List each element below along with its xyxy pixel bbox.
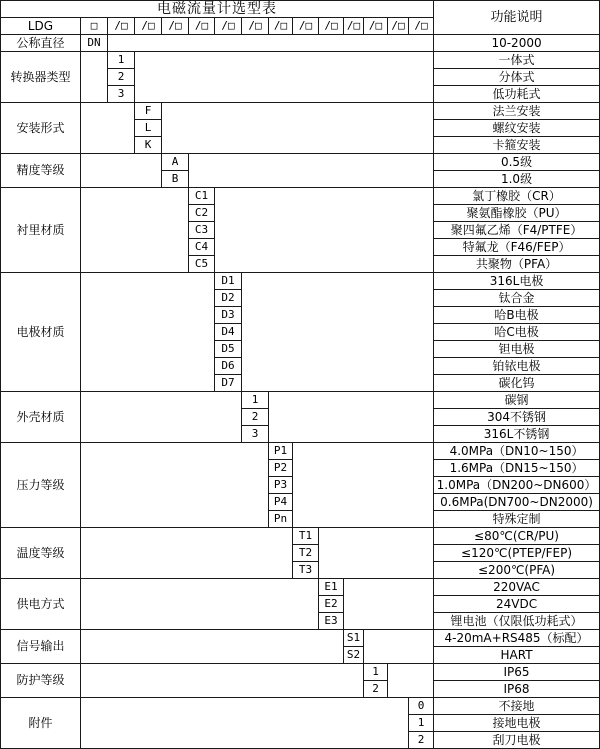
code-cell: P2 <box>269 460 293 477</box>
code-cell: F <box>135 103 162 120</box>
desc-cell: 分体式 <box>434 69 600 86</box>
model-slot: /□ <box>409 18 434 35</box>
spacer-cell <box>388 664 434 698</box>
spacer-cell <box>108 35 434 52</box>
code-cell: 2 <box>108 69 135 86</box>
category-label-signal-output: 信号输出 <box>1 630 81 664</box>
desc-cell: HART <box>434 647 600 664</box>
category-label-protection: 防护等级 <box>1 664 81 698</box>
code-cell: T3 <box>293 562 319 579</box>
desc-cell: 不接地 <box>434 698 600 715</box>
spacer-cell <box>319 528 434 579</box>
desc-cell: 钛合金 <box>434 290 600 307</box>
desc-cell: ≤200℃(PFA) <box>434 562 600 579</box>
desc-cell: 一体式 <box>434 52 600 69</box>
model-slot: /□ <box>388 18 409 35</box>
code-cell: 3 <box>108 86 135 103</box>
category-label-housing: 外壳材质 <box>1 392 81 443</box>
category-label-temperature: 温度等级 <box>1 528 81 579</box>
spacer-cell <box>81 392 242 443</box>
code-cell: 2 <box>242 409 269 426</box>
desc-cell: 24VDC <box>434 596 600 613</box>
code-cell: P1 <box>269 443 293 460</box>
code-cell: P3 <box>269 477 293 494</box>
model-slot: /□ <box>189 18 215 35</box>
code-cell: 1 <box>242 392 269 409</box>
code-cell: DN <box>81 35 108 52</box>
model-slot: /□ <box>242 18 269 35</box>
model-slot: /□ <box>319 18 344 35</box>
desc-cell: ≤80℃(CR/PU) <box>434 528 600 545</box>
spacer-cell <box>162 103 434 154</box>
code-cell: K <box>135 137 162 154</box>
desc-cell: 特殊定制 <box>434 511 600 528</box>
code-cell: 1 <box>108 52 135 69</box>
spacer-cell <box>242 273 434 392</box>
code-cell: D4 <box>215 324 242 341</box>
code-cell: D7 <box>215 375 242 392</box>
code-cell: C3 <box>189 222 215 239</box>
code-cell: C4 <box>189 239 215 256</box>
code-cell: D1 <box>215 273 242 290</box>
code-cell: 1 <box>409 715 434 732</box>
spacer-cell <box>364 630 434 664</box>
table-title: 电磁流量计选型表 <box>1 1 434 18</box>
code-cell: D5 <box>215 341 242 358</box>
spacer-cell <box>81 52 108 103</box>
code-cell: D2 <box>215 290 242 307</box>
desc-cell: 低功耗式 <box>434 86 600 103</box>
desc-cell: 碳钢 <box>434 392 600 409</box>
desc-cell: 316L不锈钢 <box>434 426 600 443</box>
model-slot: /□ <box>344 18 364 35</box>
model-slot: /□ <box>269 18 293 35</box>
model-slot: /□ <box>215 18 242 35</box>
category-label-accessories: 附件 <box>1 698 81 749</box>
desc-cell: 接地电极 <box>434 715 600 732</box>
spacer-cell <box>81 443 269 528</box>
code-cell: 2 <box>409 732 434 749</box>
desc-cell: 0.6MPa(DN700~DN2000) <box>434 494 600 511</box>
code-cell: D3 <box>215 307 242 324</box>
desc-cell: 4.0MPa（DN10~150） <box>434 443 600 460</box>
model-box: □ <box>81 18 108 35</box>
category-label-liner: 衬里材质 <box>1 188 81 273</box>
code-cell: 1 <box>364 664 388 681</box>
category-label-electrode: 电极材质 <box>1 273 81 392</box>
desc-cell: 铂铱电极 <box>434 358 600 375</box>
desc-cell: IP68 <box>434 681 600 698</box>
code-cell: E3 <box>319 613 344 630</box>
desc-cell: 1.6MPa（DN15~150） <box>434 460 600 477</box>
model-slot: /□ <box>135 18 162 35</box>
code-cell: C5 <box>189 256 215 273</box>
spacer-cell <box>215 188 434 273</box>
code-cell: 0 <box>409 698 434 715</box>
desc-cell: 哈C电极 <box>434 324 600 341</box>
code-cell: E1 <box>319 579 344 596</box>
desc-cell: 4-20mA+RS485（标配） <box>434 630 600 647</box>
desc-cell: 聚四氟乙烯（F4/PTFE） <box>434 222 600 239</box>
desc-cell: 0.5级 <box>434 154 600 171</box>
code-cell: Pn <box>269 511 293 528</box>
category-label-diameter: 公称直径 <box>1 35 81 52</box>
desc-cell: 锂电池（仅限低功耗式） <box>434 613 600 630</box>
model-slot: /□ <box>108 18 135 35</box>
spacer-cell <box>81 579 319 630</box>
desc-cell: 220VAC <box>434 579 600 596</box>
desc-cell: 哈B电极 <box>434 307 600 324</box>
category-label-mounting: 安装形式 <box>1 103 81 154</box>
code-cell: T1 <box>293 528 319 545</box>
code-cell: 2 <box>364 681 388 698</box>
spacer-cell <box>269 392 434 443</box>
desc-cell: 法兰安装 <box>434 103 600 120</box>
desc-cell: 1.0级 <box>434 171 600 188</box>
code-cell: S1 <box>344 630 364 647</box>
spacer-cell <box>81 630 344 664</box>
code-cell: B <box>162 171 189 188</box>
desc-cell: 10-2000 <box>434 35 600 52</box>
desc-cell: 碳化钨 <box>434 375 600 392</box>
desc-cell: 304不锈钢 <box>434 409 600 426</box>
spacer-cell <box>189 154 434 188</box>
spacer-cell <box>293 443 434 528</box>
desc-cell: 1.0MPa（DN200~DN600） <box>434 477 600 494</box>
code-cell: L <box>135 120 162 137</box>
desc-cell: 氯丁橡胶（CR） <box>434 188 600 205</box>
category-label-converter-type: 转换器类型 <box>1 52 81 103</box>
spacer-cell <box>81 154 162 188</box>
spacer-cell <box>81 698 409 749</box>
spacer-cell <box>81 664 364 698</box>
spacer-cell <box>135 52 434 103</box>
desc-cell: 聚氨酯橡胶（PU） <box>434 205 600 222</box>
function-desc-header: 功能说明 <box>434 1 600 35</box>
code-cell: C1 <box>189 188 215 205</box>
desc-cell: 卡箍安装 <box>434 137 600 154</box>
code-cell: 3 <box>242 426 269 443</box>
model-prefix: LDG <box>1 18 81 35</box>
code-cell: E2 <box>319 596 344 613</box>
model-slot: /□ <box>162 18 189 35</box>
spacer-cell <box>81 528 293 579</box>
code-cell: P4 <box>269 494 293 511</box>
desc-cell: 钽电极 <box>434 341 600 358</box>
code-cell: T2 <box>293 545 319 562</box>
code-cell: D6 <box>215 358 242 375</box>
code-cell: C2 <box>189 205 215 222</box>
category-label-pressure: 压力等级 <box>1 443 81 528</box>
desc-cell: 刮刀电极 <box>434 732 600 749</box>
spacer-cell <box>81 273 215 392</box>
code-cell: A <box>162 154 189 171</box>
desc-cell: 316L电极 <box>434 273 600 290</box>
desc-cell: IP65 <box>434 664 600 681</box>
model-slot: /□ <box>293 18 319 35</box>
category-label-power-supply: 供电方式 <box>1 579 81 630</box>
spacer-cell <box>344 579 434 630</box>
desc-cell: 螺纹安装 <box>434 120 600 137</box>
spacer-cell <box>81 103 135 154</box>
model-slot: /□ <box>364 18 388 35</box>
desc-cell: ≤120℃(PTEP/FEP) <box>434 545 600 562</box>
code-cell: S2 <box>344 647 364 664</box>
desc-cell: 共聚物（PFA） <box>434 256 600 273</box>
category-label-accuracy: 精度等级 <box>1 154 81 188</box>
desc-cell: 特氟龙（F46/FEP） <box>434 239 600 256</box>
spacer-cell <box>81 188 189 273</box>
